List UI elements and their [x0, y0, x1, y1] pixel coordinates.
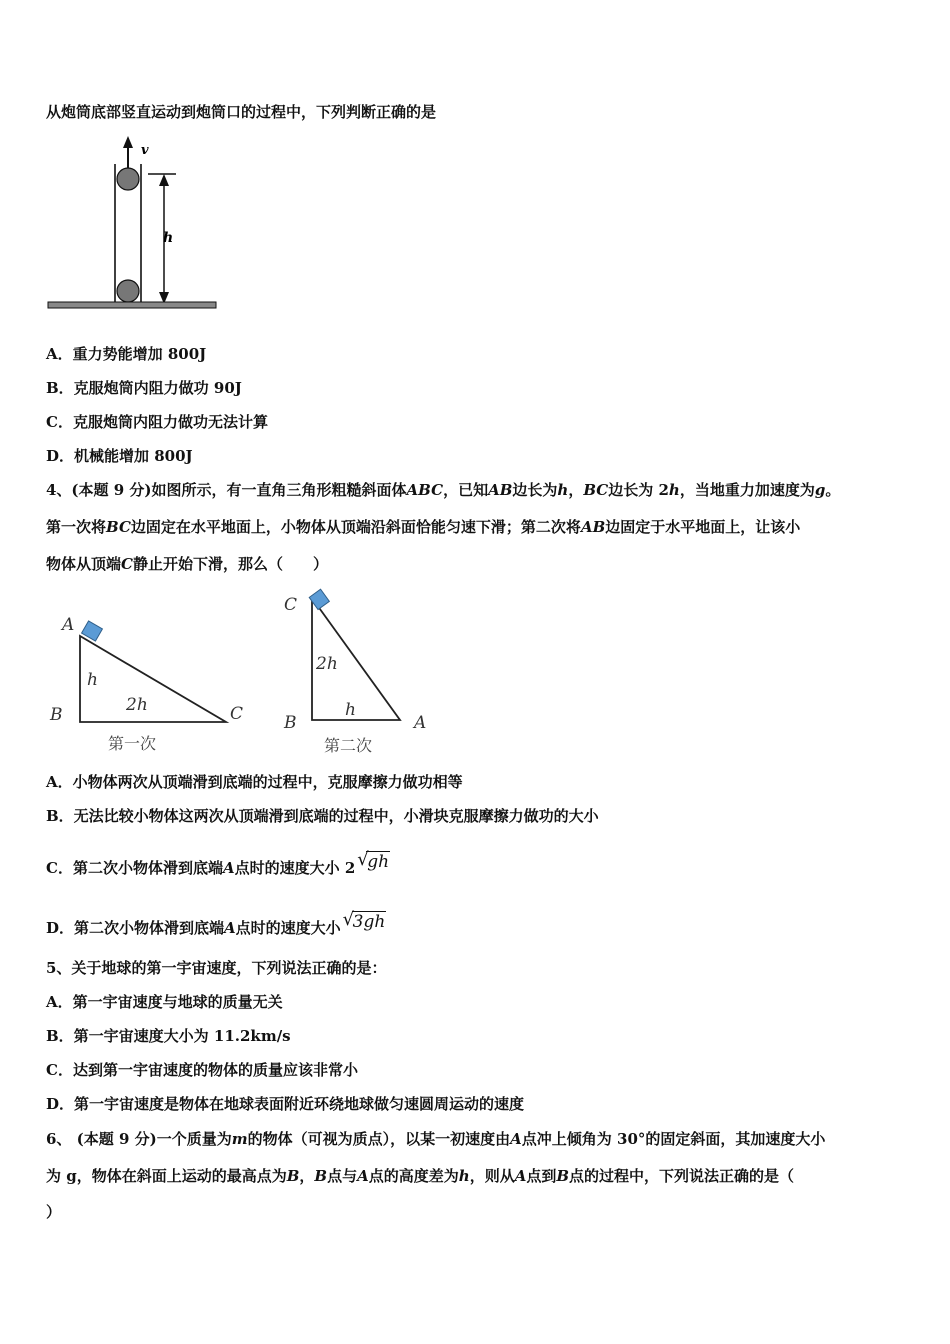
vertex-c-label: C [284, 595, 298, 615]
vertex-b-label: B [284, 713, 297, 733]
q4-option-b: B．无法比较小物体这两次从顶端滑到底端的过程中，小滑块克服摩擦力做功的大小 [46, 807, 599, 825]
height-label: h [163, 230, 174, 246]
sqrt-3gh: √ 3gh [342, 909, 386, 932]
side-bc-label: 2h [126, 695, 148, 715]
vertex-a-label: A [414, 713, 427, 733]
q3-option-a: A．重力势能增加 800J [46, 345, 207, 363]
side-ba-label: h [345, 700, 356, 720]
sqrt-gh: √ gh [357, 849, 390, 872]
q4-option-d: D．第二次小物体滑到底端A点时的速度大小 √ 3gh [46, 909, 386, 937]
caption-first: 第一次 [108, 734, 157, 753]
vertex-a-label: A [62, 615, 75, 635]
q4-figure-first [44, 606, 264, 766]
vertex-b-label: B [50, 705, 63, 725]
q6-stem-line3: ） [46, 1203, 62, 1221]
q5-option-c: C．达到第一宇宙速度的物体的质量应该非常小 [46, 1061, 358, 1079]
caption-second: 第二次 [324, 736, 373, 755]
triangle-first [80, 636, 226, 722]
q4-stem-line3: 物体从顶端C静止开始下滑，那么（ ） [46, 555, 328, 573]
q4-option-a: A．小物体两次从顶端滑到底端的过程中，克服摩擦力做功相等 [46, 773, 463, 791]
q6-stem-line2: 为 g，物体在斜面上运动的最高点为B，B点与A点的高度差为h，则从A点到B点的过程中，下列说法正确的是（ [46, 1167, 795, 1185]
q6-stem-line1: 6、 (本题 9 分)一个质量为m的物体（可视为质点），以某一初速度由A点冲上倾角为 30°的固定斜面，其加速度大小 [46, 1130, 826, 1148]
q5-stem: 5、关于地球的第一宇宙速度，下列说法正确的是： [46, 959, 387, 977]
q4-stem-line2: 第一次将BC边固定在水平地面上，小物体从顶端沿斜面恰能匀速下滑；第二次将AB边固定于水平地面上，让该小 [46, 518, 801, 536]
side-ab-label: h [87, 670, 98, 690]
q5-option-d: D．第一宇宙速度是物体在地球表面附近环绕地球做匀速圆周运动的速度 [46, 1095, 525, 1113]
ball-bottom [117, 280, 139, 302]
q3-option-d: D．机械能增加 800J [46, 447, 193, 465]
q4-option-c: C．第二次小物体滑到底端A点时的速度大小 2 √ gh [46, 849, 390, 877]
ground [48, 302, 216, 308]
q5-option-b: B．第一宇宙速度大小为 11.2km/s [46, 1027, 291, 1045]
velocity-label: v [141, 143, 149, 158]
q3-cannon-figure [44, 134, 224, 314]
ball-top [117, 168, 139, 190]
q4-stem-line1: 4、(本题 9 分)如图所示，有一直角三角形粗糙斜面体ABC，已知AB边长为h，BC边长为 2h，当地重力加速度为g。 [46, 481, 841, 499]
q4-figure-second [278, 588, 438, 763]
q5-option-a: A．第一宇宙速度与地球的质量无关 [46, 993, 283, 1011]
q3-option-b: B．克服炮筒内阻力做功 90J [46, 379, 242, 397]
q3-option-c: C．克服炮筒内阻力做功无法计算 [46, 413, 268, 431]
vertex-c-label: C [230, 704, 244, 724]
q3-stem: 从炮筒底部竖直运动到炮筒口的过程中，下列判断正确的是 [46, 103, 437, 121]
side-bc-label: 2h [316, 654, 338, 674]
